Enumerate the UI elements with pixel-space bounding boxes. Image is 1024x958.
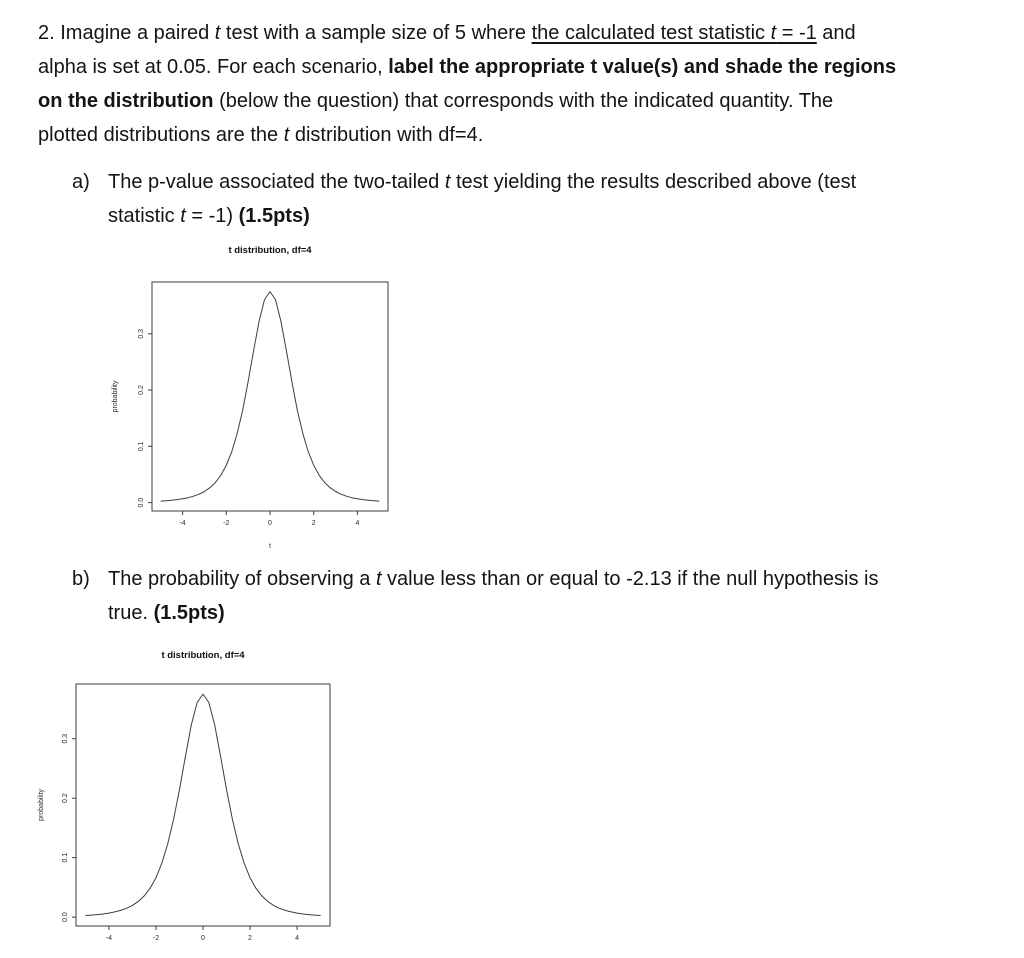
x-tick-label: 2 bbox=[248, 935, 252, 942]
text-line bbox=[38, 16, 896, 50]
text-run: t bbox=[180, 205, 186, 227]
text-run: on the distribution bbox=[38, 90, 214, 112]
text-run: alpha is set at 0.05. For each scenario, bbox=[38, 56, 389, 78]
chart-title: t distribution, df=4 bbox=[228, 245, 312, 256]
t-distribution-plot-a bbox=[95, 236, 415, 558]
y-axis-label: probability bbox=[112, 380, 119, 413]
text-run: test with a sample size of 5 where bbox=[220, 22, 532, 44]
text-line bbox=[38, 118, 896, 152]
text-run: 2. Imagine a paired bbox=[38, 22, 215, 44]
x-tick-label: 4 bbox=[355, 520, 360, 527]
text-line bbox=[108, 562, 878, 596]
text-run: the calculated test statistic bbox=[531, 22, 771, 44]
t-distribution-plot-b bbox=[0, 640, 360, 958]
x-tick-label: -4 bbox=[179, 520, 186, 527]
y-tick-label: 0.3 bbox=[138, 328, 145, 339]
text-run: statistic bbox=[108, 205, 181, 227]
text-run: t bbox=[214, 22, 221, 44]
text-line bbox=[38, 50, 896, 84]
question-a bbox=[72, 165, 856, 233]
y-axis-label: probability bbox=[38, 789, 45, 821]
text-run: label the appropriate t value(s) and shade the regions bbox=[388, 56, 897, 78]
y-tick-label: 0.3 bbox=[62, 733, 69, 744]
chart-title: t distribution, df=4 bbox=[161, 650, 245, 661]
question-intro-paragraph bbox=[38, 16, 896, 152]
x-axis-label: t bbox=[269, 543, 271, 550]
text-run: = -1) bbox=[185, 205, 239, 227]
text-run: The probability of observing a bbox=[108, 568, 376, 590]
text-run: t bbox=[375, 568, 382, 590]
x-tick-label: 0 bbox=[268, 520, 272, 527]
text-run: t bbox=[770, 22, 777, 44]
question-b bbox=[72, 562, 878, 630]
y-tick-label: 0.0 bbox=[62, 912, 69, 922]
y-tick-label: 0.2 bbox=[62, 793, 69, 804]
text-run: plotted distributions are the bbox=[38, 124, 284, 146]
text-line bbox=[108, 199, 856, 233]
x-tick-label: 4 bbox=[295, 935, 300, 942]
text-run: value less than or equal to -2.13 if the null hypothesis is bbox=[381, 568, 879, 590]
x-tick-label: -2 bbox=[223, 520, 230, 527]
text-run: t bbox=[444, 171, 451, 193]
t-distribution-chart-b bbox=[0, 640, 360, 958]
question-b-label: b) bbox=[72, 568, 90, 590]
density-curve bbox=[85, 694, 320, 915]
text-run: true. bbox=[108, 602, 154, 624]
text-run: (1.5pts) bbox=[238, 205, 310, 227]
x-tick-label: 2 bbox=[311, 520, 316, 527]
text-line bbox=[108, 165, 856, 199]
x-tick-label: 0 bbox=[201, 935, 205, 942]
x-tick-label: -2 bbox=[152, 935, 160, 942]
text-run: (1.5pts) bbox=[153, 602, 225, 624]
text-run: = -1 bbox=[776, 22, 817, 44]
question-a-text bbox=[108, 165, 856, 233]
plot-box bbox=[76, 684, 330, 926]
x-tick-label: -4 bbox=[105, 935, 113, 942]
text-run: t bbox=[283, 124, 290, 146]
text-run: (below the question) that corresponds with the indicated quantity. The bbox=[213, 90, 834, 112]
density-curve bbox=[161, 292, 380, 502]
text-line bbox=[38, 84, 896, 118]
t-distribution-chart-a bbox=[95, 236, 415, 558]
text-run: test yielding the results described above (test bbox=[450, 171, 857, 193]
plot-box bbox=[152, 282, 388, 511]
question-b-text bbox=[108, 562, 878, 630]
y-tick-label: 0.1 bbox=[62, 852, 69, 863]
text-run: and bbox=[816, 22, 856, 44]
y-tick-label: 0.2 bbox=[138, 385, 145, 395]
y-tick-label: 0.0 bbox=[138, 497, 145, 508]
text-run: distribution with df=4. bbox=[289, 124, 484, 146]
text-line bbox=[108, 596, 878, 630]
text-run: The p-value associated the two-tailed bbox=[108, 171, 445, 193]
question-a-label: a) bbox=[72, 171, 90, 193]
y-tick-label: 0.1 bbox=[138, 441, 145, 452]
